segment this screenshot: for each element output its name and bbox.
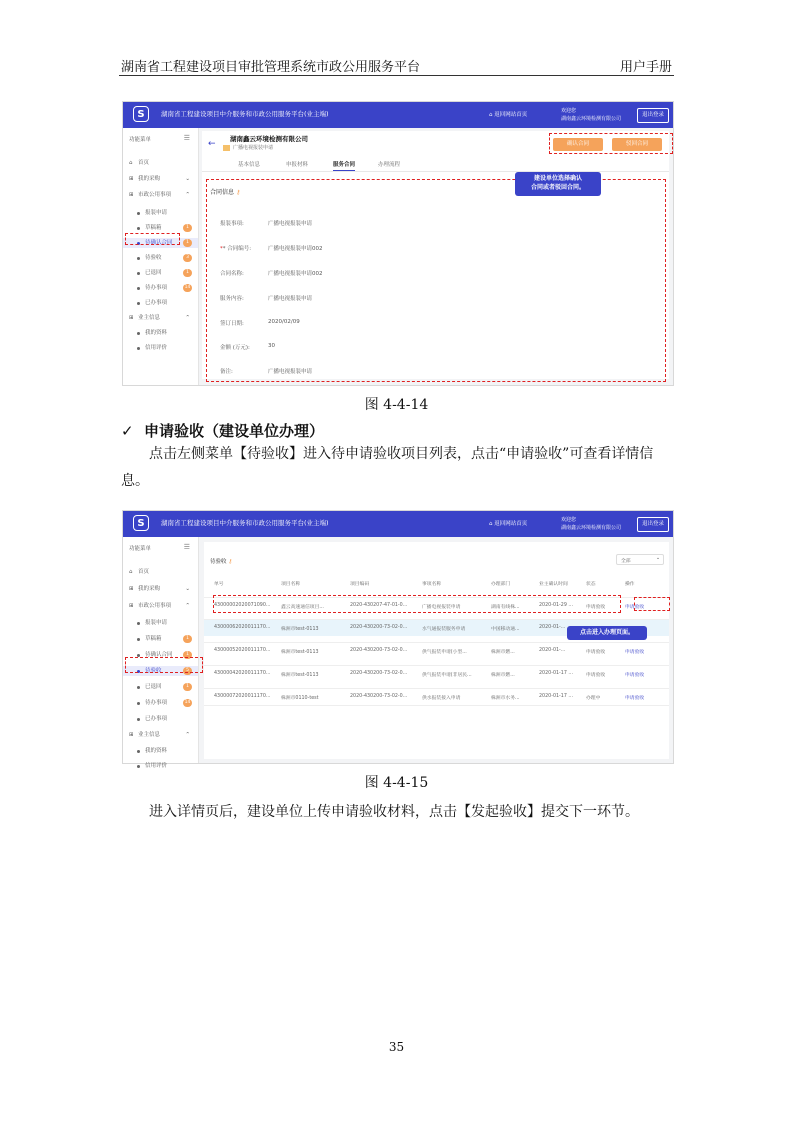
sidebar [123, 537, 199, 769]
logout-button[interactable]: 退出登录 [637, 517, 669, 532]
tab-bar [202, 157, 669, 172]
field-value: 广播电视报装申请 [268, 296, 313, 302]
sidebar-item-municipal[interactable]: ⊞ 市政公用事项 ⌃ [129, 192, 190, 198]
app-topbar [123, 102, 673, 128]
sidebar-item-pending-acceptance[interactable]: 待验收 5 [123, 666, 198, 676]
sidebar-item-todo[interactable]: 待办事项 14 [123, 283, 198, 293]
running-header-manual: 用户手册 [619, 60, 672, 75]
menu-toggle-icon[interactable]: ☰ [183, 134, 190, 142]
field-value: 2020/02/09 [268, 319, 300, 325]
figure-caption-1: 图 4-4-14 [364, 397, 429, 413]
field-value: 广播电视报装申请002 [268, 246, 323, 252]
sidebar-item-owner-info[interactable]: ⊞ 业主信息 ⌃ [129, 732, 190, 738]
back-arrow-icon[interactable]: ← [208, 139, 216, 149]
status-filter-select[interactable]: 全部 ⌄ [616, 554, 664, 565]
screenshot-contract-confirm [122, 101, 674, 386]
main-panel [204, 542, 669, 759]
sidebar-item-returned[interactable]: 已退回 1 [123, 268, 198, 278]
user-info: 欢迎您 湖南鑫云环境检测有限公司 [561, 108, 622, 122]
highlight-pending-acceptance [125, 657, 203, 673]
table-header: 单号 项目名称 项目编码 事项名称 办理部门 业主确认时间 状态 操作 [214, 582, 635, 587]
reject-contract-button[interactable]: 驳回合同 [612, 138, 662, 151]
tab-service-contract[interactable]: 服务合同 [333, 160, 355, 171]
sidebar-item-credit[interactable]: 信用评价 [123, 343, 198, 353]
table-row[interactable]: 43000042020011170... 株洲市test-0113 2020-430200-73-02-0... 供气报装申请(非居民... 株洲市燃... 2020-01-17 ... 申请验收 申请验收 [204, 665, 669, 682]
sidebar-item-home[interactable]: ⌂ 首页 [129, 569, 150, 575]
tab-materials[interactable]: 申报材料 [286, 162, 309, 168]
field-label: 备注: [220, 369, 233, 375]
field-label-contract-no: ** 合同编号: [220, 246, 252, 252]
key-icon: ⚷ [235, 189, 241, 196]
table-row[interactable]: 43000072020011170... 株洲市0110-test 2020-430200-73-02-0... 供水报装接入申请 株洲市水务... 2020-01-17 ... 办理中 申请验收 [204, 688, 669, 706]
highlight-contract-buttons [549, 133, 673, 154]
table-row[interactable]: 43000002020071090... 鑫云高速通信项目... 2020-430207-47-01-0... 广播电视报装申请 湖南有线株... 2020-01-29 ... 申请验收 申请验收 [204, 597, 669, 613]
sidebar-item-purchase[interactable]: ⊞ 我的采购 ⌄ [129, 586, 190, 592]
company-name: 湖南鑫云环境检测有限公司 [230, 135, 308, 143]
apply-acceptance-link[interactable]: 申请验收 [625, 673, 645, 678]
field-value: 广播电视报装申请 [268, 369, 313, 375]
sidebar-item-pending-contract[interactable]: 待确认合同 1 [123, 238, 198, 248]
sidebar-item-todo[interactable]: 待办事项 14 [123, 698, 198, 708]
highlight-apply-link [634, 597, 670, 611]
field-label: 金额 (万元): [220, 345, 250, 351]
user-info: 欢迎您 湖南鑫云环境检测有限公司 [561, 517, 622, 531]
app-title: 湖南省工程建设项目中介服务和市政公用服务平台(业主端) [161, 110, 329, 118]
sidebar-item-returned[interactable]: 已退回 1 [123, 682, 198, 692]
tab-basic-info[interactable]: 基本信息 [238, 162, 261, 168]
sidebar-title: 功能菜单 [129, 546, 152, 552]
field-value: 30 [268, 343, 275, 349]
sidebar-item-done[interactable]: 已办事项 [123, 714, 198, 724]
sidebar-item-apply[interactable]: 报装申请 [123, 208, 198, 218]
sidebar-item-home[interactable]: ⌂ 首页 [129, 160, 150, 166]
page-number: 35 [388, 1040, 405, 1054]
sidebar-item-profile[interactable]: 我的资料 [123, 746, 198, 756]
app-topbar [123, 511, 673, 537]
field-value: 广播电视报装申请 [268, 221, 313, 227]
field-label: 合同名称: [220, 271, 244, 277]
sidebar-title: 功能菜单 [129, 137, 152, 143]
sidebar-item-done[interactable]: 已办事项 [123, 298, 198, 308]
figure-caption-2: 图 4-4-15 [364, 775, 429, 791]
field-label: 服务内容: [220, 296, 244, 302]
table-row[interactable]: 43000062020011170... 株洲市test-0113 2020-430200-73-02-0... 水气通报装服务申请 中国移动通... 2020-01-... [204, 619, 669, 636]
sidebar-item-purchase[interactable]: ⊞ 我的采购 ⌄ [129, 176, 190, 182]
sidebar-item-drafts[interactable]: 草稿箱 1 [123, 223, 198, 233]
field-value: 广播电视报装申请002 [268, 271, 323, 277]
menu-toggle-icon[interactable]: ☰ [183, 543, 190, 551]
sidebar-item-pending-acceptance[interactable]: 待验收 3 [123, 253, 198, 263]
apply-acceptance-link[interactable]: 申请验收 [625, 650, 645, 655]
confirm-contract-button[interactable]: 确认合同 [553, 138, 603, 151]
apply-acceptance-link[interactable]: 申请验收 [625, 696, 645, 701]
sidebar-item-pending-contract[interactable]: 待确认合同 1 [123, 650, 198, 660]
home-link[interactable]: ⌂ 返回网站首页 [489, 521, 528, 527]
paragraph-submit-acceptance: 进入详情页后，建设单位上传申请验收材料，点击【发起验收】提交下一环节。 [149, 804, 639, 820]
sidebar [123, 128, 199, 385]
list-title: 待验收 ⚷ [210, 559, 233, 565]
tab-process[interactable]: 办理流程 [378, 162, 401, 168]
platform-logo-icon: S [133, 106, 149, 122]
highlight-contract-info [206, 179, 666, 382]
sidebar-item-profile[interactable]: 我的资料 [123, 328, 198, 338]
field-label: 签订日期: [220, 321, 244, 327]
header-divider [119, 75, 674, 76]
section-title: 合同信息 ⚷ [210, 189, 241, 196]
highlight-pending-contract [125, 233, 180, 245]
callout-confirm-contract: 建设单位选择确认 合同或者驳回合同。 [515, 172, 601, 196]
home-link[interactable]: ⌂ 返回网站首页 [489, 112, 528, 118]
folder-icon [223, 145, 230, 151]
chevron-down-icon: ⌄ [655, 556, 660, 561]
sidebar-item-apply[interactable]: 报装申请 [123, 618, 198, 628]
app-title: 湖南省工程建设项目中介服务和市政公用服务平台(业主端) [161, 519, 329, 527]
field-label: 报装事项: [220, 221, 244, 227]
apply-acceptance-link[interactable]: 申请验收 [625, 605, 645, 610]
section-heading: ✓ 申请验收（建设单位办理） [121, 422, 325, 440]
sidebar-item-owner-info[interactable]: ⊞ 业主信息 ⌃ [129, 315, 190, 321]
paragraph-instructions: 点击左侧菜单【待验收】进入待申请验收项目列表，点击“申请验收”可查看详情信息。 [121, 446, 654, 489]
highlight-first-row [213, 595, 621, 613]
callout-enter-page: 点击进入办理页面。 [567, 626, 647, 640]
table-row[interactable]: 43000052020011170... 株洲市test-0113 2020-430200-73-02-0... 供气报装申请(小型... 株洲市燃... 2020-01-... 申请验收 申请验收 [204, 642, 669, 659]
key-icon: ⚷ [228, 559, 233, 565]
sidebar-item-municipal[interactable]: ⊞ 市政公用事项 ⌃ [129, 603, 190, 609]
sidebar-item-credit[interactable]: 信用评价 [123, 761, 198, 771]
screenshot-acceptance-list [122, 510, 674, 769]
sidebar-item-drafts[interactable]: 草稿箱 1 [123, 634, 198, 644]
checkmark-icon: ✓ [121, 422, 134, 440]
running-header-title: 湖南省工程建设项目审批管理系统市政公用服务平台 [121, 60, 421, 75]
project-subtitle: 广播电视报装申请 [233, 145, 274, 151]
logout-button[interactable]: 退出登录 [637, 108, 669, 123]
platform-logo-icon: S [133, 515, 149, 531]
